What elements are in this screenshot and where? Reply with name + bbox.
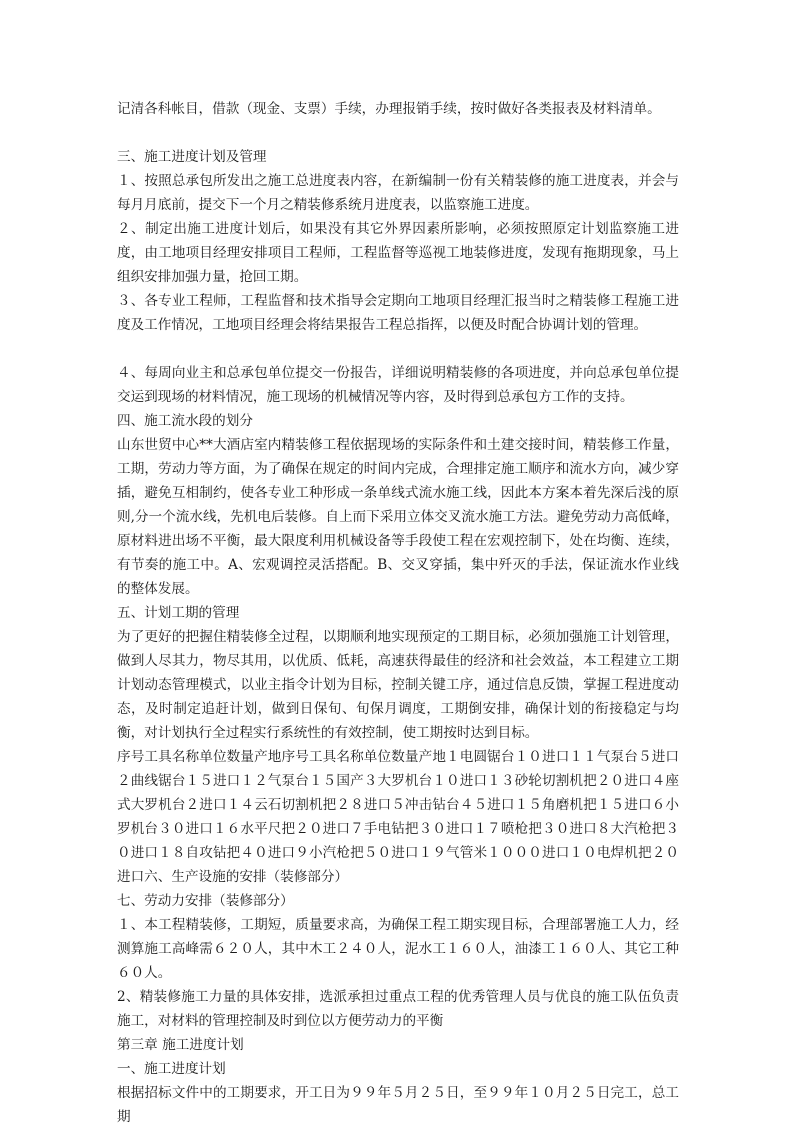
paragraph-duration: 根据招标文件中的工期要求，开工日为９９年５月２５日，至９９年１０月２５日完工，总工期 (117, 1085, 679, 1125)
heading-schedule-management: 五、计划工期的管理 (117, 605, 240, 621)
heading-progress-plan-management: 三、施工进度计划及管理 (117, 149, 267, 165)
paragraph-item-3: ３、各专业工程师，工程监督和技术指导会定期向工地项目经理汇报当时之精装修工程施工进度及工作情况，工地项目经理会将结果报告工程总指挥，以便及时配合协调计划的管理。 (117, 293, 679, 333)
paragraph-item-4: ４、每周向业主和总承包单位提交一份报告，详细说明精装修的各项进度，并向总承包单位提交运到现场的材料情况，施工现场的机械情况等内容，及时得到总承包方工作的支持。 (117, 365, 679, 405)
heading-chapter-3: 第三章 施工进度计划 (117, 1037, 244, 1053)
paragraph-flow-sections: 山东世贸中心**大酒店室内精装修工程依据现场的实际条件和土建交接时间，精装修工作量，工期，劳动力等方面，为了确保在规定的时间内完成，合理排定施工顺序和流水方向，减少穿插，避免互相制约，使各专业工种形成一条单线式流水施工线，因此本方案本着先深后浅的原则,分一个流水线，先机电后装修。自上而下采用立体交叉流水施工方法。避免劳动力高低峰，原材料进出场不平衡，最大限度利用机械设备等手段使工程在宏观控制下，处在均衡、连续，有节奏的施工中。A、宏观调控灵活搭配。B、交叉穿插，集中歼灭的手法，保证流水作业线的整体发展。 (117, 437, 679, 597)
paragraph-tool-list: 序号工具名称单位数量产地序号工具名称单位数量产地１电圆锯台１０进口１１气泵台５进口２曲线锯台１５进口１２气泵台１５国产３大罗机台１０进口１３砂轮切割机把２０进口４座式大罗机台２进口１４云石切割机把２８进口５冲击钻台４５进口１５角磨机把１５进口６小罗机台３０进口１６水平尺把２０进口７手电钻把３０进口１７喷枪把３０进口８大汽枪把３０进口１８自攻钻把４０进口９小汽枪把５０进口１９气管米１０００进口１０电焊机把２０进口六、生产设施的安排（装修部分） (117, 749, 679, 885)
paragraph-labor-2: 2、精装修施工力量的具体安排，选派承担过重点工程的优秀管理人员与优良的施工队伍负责施工，对材料的管理控制及时到位以方便劳动力的平衡 (117, 989, 679, 1029)
spacer (117, 121, 679, 145)
paragraph-accounting: 记清各科帐目，借款（现金、支票）手续，办理报销手续，按时做好各类报表及材料清单。 (117, 101, 661, 117)
paragraph-item-2: ２、制定出施工进度计划后，如果没有其它外界因素所影响，必须按照原定计划监察施工进度，由工地项目经理安排项目工程师，工程监督等巡视工地装修进度，发现有拖期现象，马上组织安排加强力量，抢回工期。 (117, 221, 679, 285)
paragraph-labor-1: １、本工程精装修，工期短，质量要求高，为确保工程工期实现目标，合理部署施工人力，经测算施工高峰需６２０人，其中木工２４０人，泥水工１６０人，油漆工１６０人、其它工种６０人。 (117, 917, 679, 981)
document-body (117, 97, 679, 1129)
heading-progress-plan: 一、施工进度计划 (117, 1061, 226, 1077)
spacer (117, 337, 679, 361)
heading-labor-arrangement: 七、劳动力安排（装修部分） (117, 893, 294, 909)
paragraph-schedule-management: 为了更好的把握住精装修全过程，以期顺利地实现预定的工期目标，必须加强施工计划管理，做到人尽其力，物尽其用，以优质、低耗，高速获得最佳的经济和社会效益，本工程建立工期计划动态管理模式，以业主指令计划为目标，控制关键工序，通过信息反馈，掌握工程进度动态，及时制定追赶计划，做到日保旬、旬保月调度，工期倒安排，确保计划的衔接稳定与均衡，对计划执行全过程实行系统性的有效控制，使工期按时达到目标。 (117, 629, 679, 741)
paragraph-item-1: １、按照总承包所发出之施工总进度表内容，在新编制一份有关精装修的施工进度表，并会与每月月底前，提交下一个月之精装修系统月进度表，以监察施工进度。 (117, 173, 679, 213)
heading-flow-sections: 四、施工流水段的划分 (117, 413, 253, 429)
